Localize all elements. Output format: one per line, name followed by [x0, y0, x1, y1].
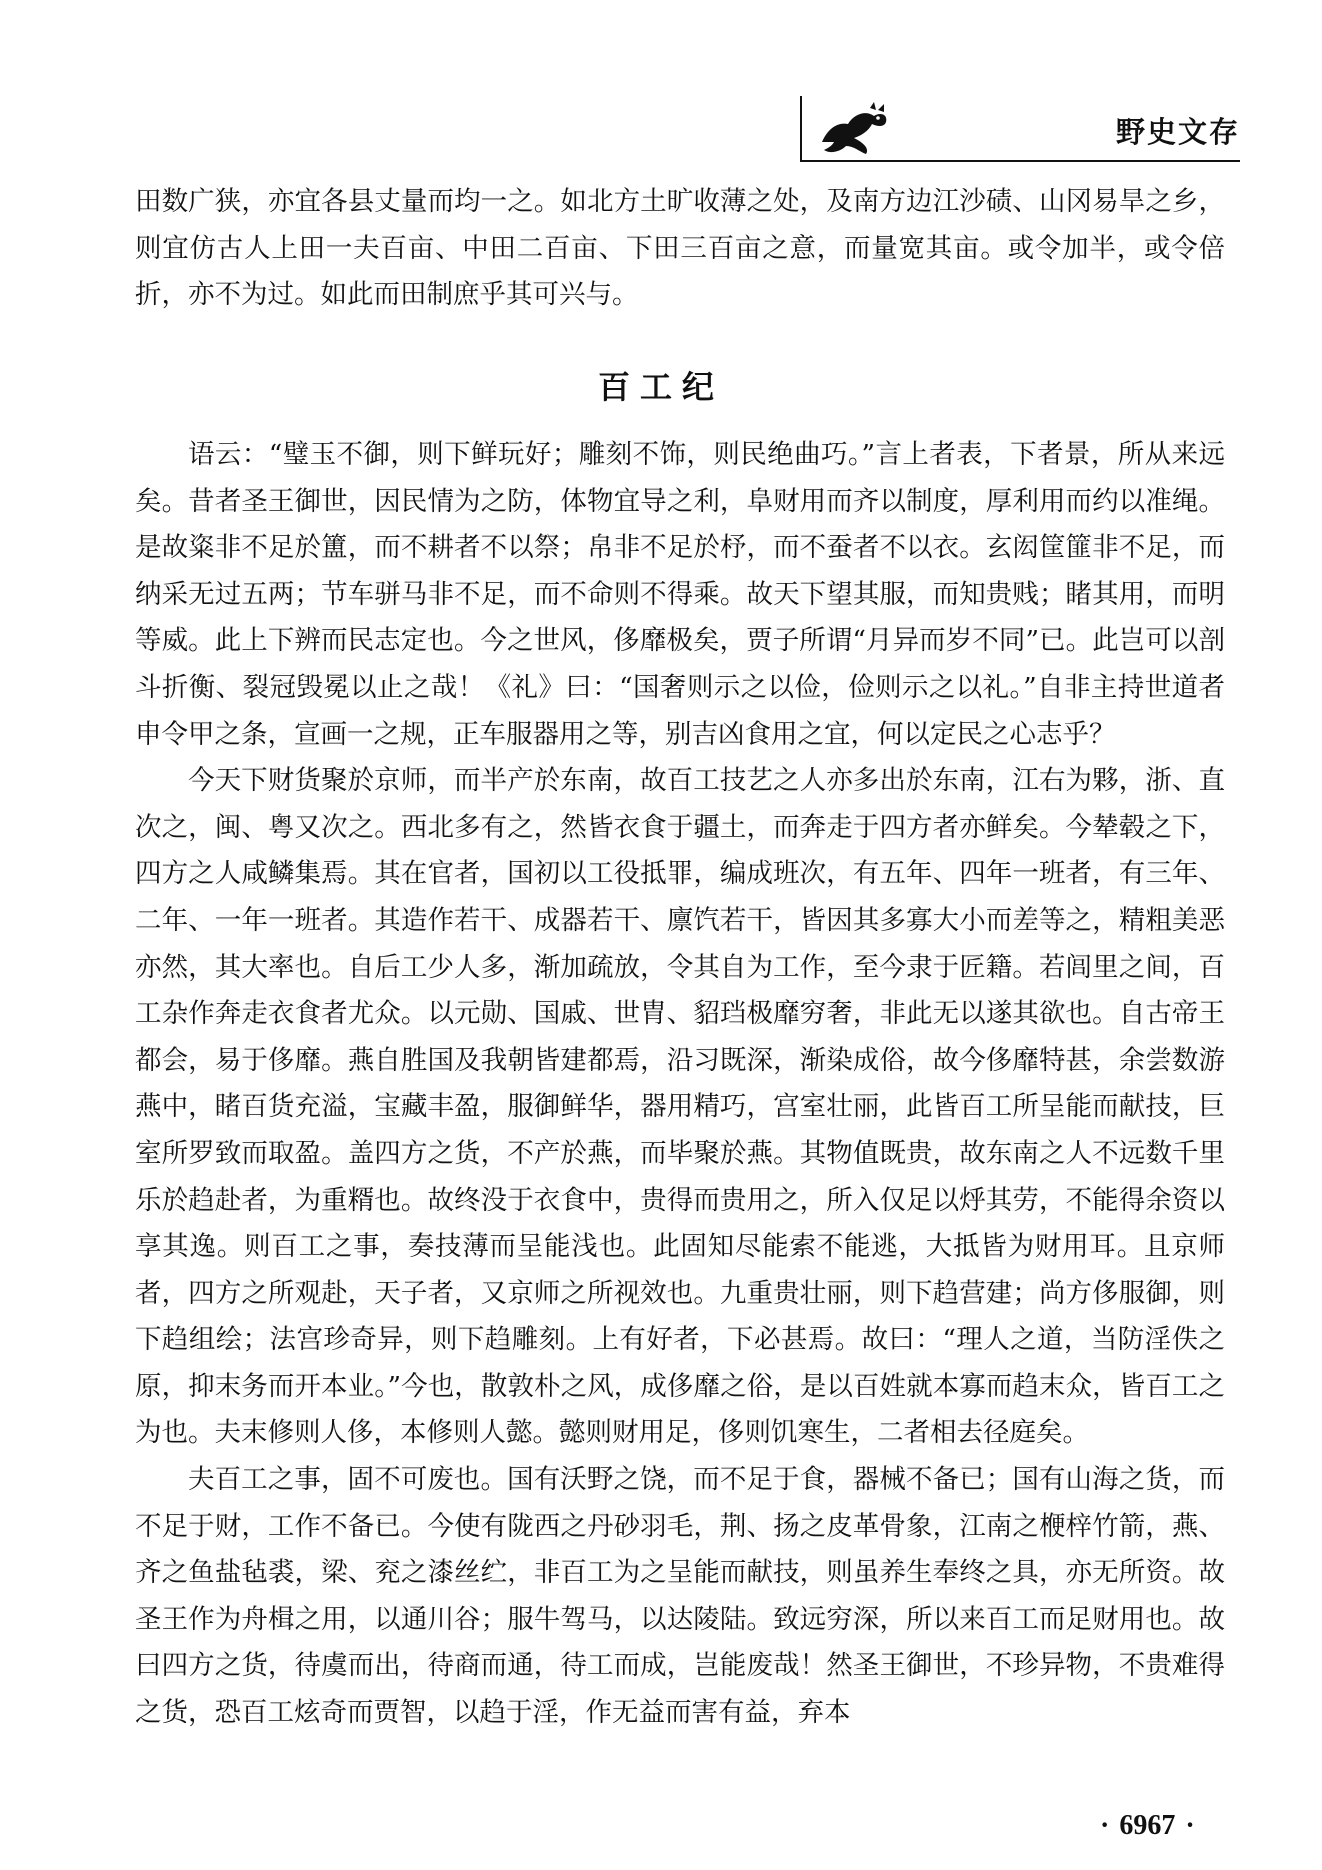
- dragon-emblem-icon: [814, 102, 894, 158]
- header-vertical-rule: [800, 96, 802, 162]
- section-title: 百工纪: [597, 368, 724, 406]
- page-number-value: 6967: [1119, 1810, 1176, 1841]
- page-number: · 6967 ·: [1100, 1810, 1195, 1841]
- series-title: 野史文存: [1115, 115, 1240, 149]
- paragraph: 语云：“璧玉不御，则下鲜玩好；雕刻不饰，则民绝曲巧。”言上者表，下者景，所从来远矣。昔者圣王御世，因民情为之防，体物宜导之利，阜财用而齐以制度，厚利用而约以准绳。是故粢非不足於簠，而不耕者不以祭；帛非不足於杼，而不蚕者不以衣。玄闳筐篚非不足，而纳采无过五两；节车骈马非不足，而不命则不得乘。故天下望其服，而知贵贱；睹其用，而明等威。此上下辨而民志定也。今之世风，侈靡极矣，贾子所谓“月异而岁不同”已。此岂可以剖斗折衡、裂冠毁冕以止之哉！《礼》曰：“国奢则示之以俭，俭则示之以礼。”自非主持世道者申令甲之条，宣画一之规，正车服器用之等，别吉凶食用之宜，何以定民之心志乎？: [135, 439, 1225, 750]
- continued-paragraph: [135, 179, 1225, 319]
- running-header: [800, 96, 1240, 162]
- paragraph: 夫百工之事，固不可废也。国有沃野之饶，而不足于食，器械不备已；国有山海之货，而不足于财，工作不备已。今使有陇西之丹砂羽毛，荆、扬之皮革骨象，江南之楩梓竹箭，燕、齐之鱼盐毡裘，梁、兖之漆丝纻，非百工为之呈能而献技，则虽养生奉终之具，亦无所资。故圣王作为舟楫之用，以通川谷；服牛驾马，以达陵陆。致远穷深，所以来百工而足财用也。故曰四方之货，待虞而出，待商而通，待工而成，岂能废哉！然圣王御世，不珍异物，不贵难得之货，恐百工炫奇而贾智，以趋于淫，作无益而害有益，弃本: [135, 1464, 1225, 1729]
- paragraph: 田数广狭，亦宜各县丈量而均一之。如北方土旷收薄之处，及南方边江沙碛、山冈易旱之乡，则宜仿古人上田一夫百亩、中田二百亩、下田三百亩之意，而量宽其亩。或令加半，或令倍折，亦不为过。如此而田制庶乎其可兴与。: [135, 186, 1225, 311]
- section-body: [135, 432, 1225, 1737]
- header-horizontal-rule: [800, 160, 1240, 162]
- paragraph: 今天下财货聚於京师，而半产於东南，故百工技艺之人亦多出於东南，江右为夥，浙、直次之，闽、粤又次之。西北多有之，然皆衣食于疆土，而奔走于四方者亦鲜矣。今辇毂之下，四方之人咸鳞集焉。其在官者，国初以工役抵罪，编成班次，有五年、四年一班者，有三年、二年、一年一班者。其造作若干、成器若干、廪饩若干，皆因其多寡大小而差等之，精粗美恶亦然，其大率也。自后工少人多，渐加疏放，令其自为工作，至今隶于匠籍。若闾里之间，百工杂作奔走衣食者尤众。以元勋、国戚、世胄、貂珰极靡穷奢，非此无以遂其欲也。自古帝王都会，易于侈靡。燕自胜国及我朝皆建都焉，沿习既深，渐染成俗，故今侈靡特甚，余尝数游燕中，睹百货充溢，宝藏丰盈，服御鲜华，器用精巧，宫室壮丽，此皆百工所呈能而献技，巨室所罗致而取盈。盖四方之货，不产於燕，而毕聚於燕。其物值既贵，故东南之人不远数千里乐於趋赴者，为重糈也。故终没于衣食中，贵得而贵用之，所入仅足以烀其劳，不能得余资以享其逸。则百工之事，奏技薄而呈能浅也。此固知尽能索不能逃，大抵皆为财用耳。且京师者，四方之所观赴，天子者，又京师之所视效也。九重贵壮丽，则下趋营建；尚方侈服御，则下趋组绘；法宫珍奇异，则下趋雕刻。上有好者，下必甚焉。故曰：“理人之道，当防淫佚之原，抑末务而开本业。”今也，散敦朴之风，成侈靡之俗，是以百姓就本寡而趋末众，皆百工之为也。夫末修则人侈，本修则人懿。懿则财用足，侈则饥寒生，二者相去径庭矣。: [135, 765, 1225, 1449]
